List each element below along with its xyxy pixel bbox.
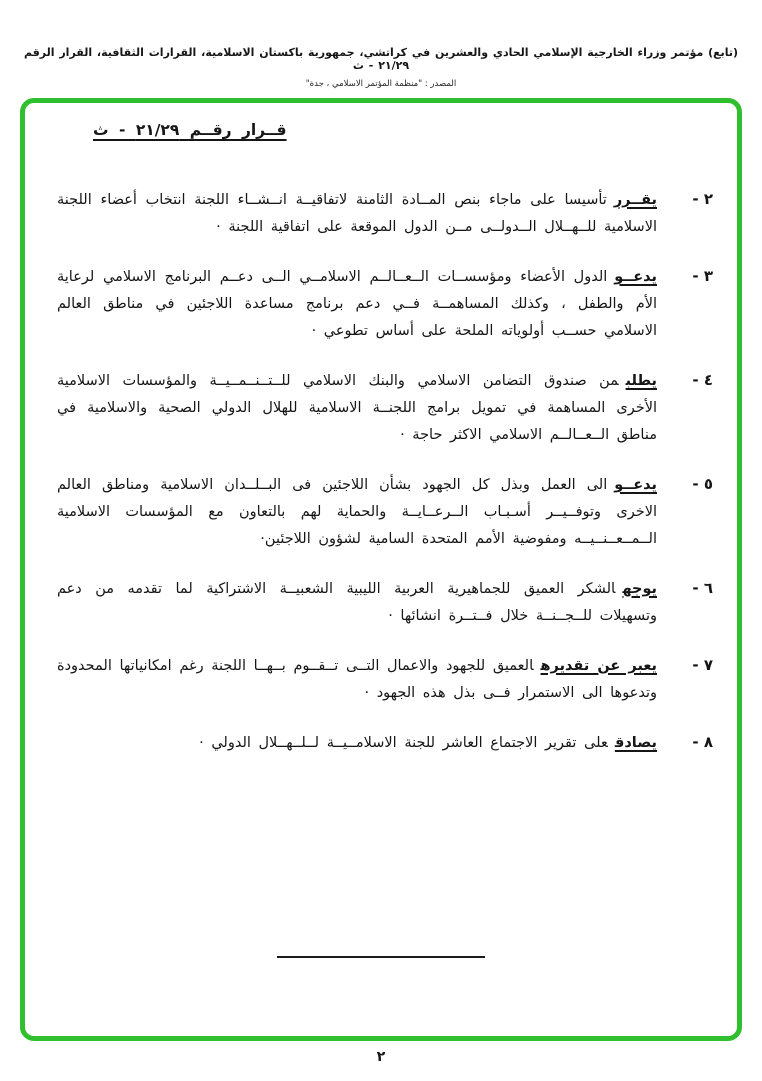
item-number: ٥ - xyxy=(692,474,713,493)
page-number: ٢ xyxy=(376,1049,386,1065)
item-text xyxy=(57,187,657,241)
item-lead-word: يوجه xyxy=(622,580,657,597)
separator-line xyxy=(277,956,485,958)
item-body: من صندوق التضامن الاسلامي والبنك الاسلامي للــتــنــمــيــة والمؤسسات الاسلامية الأخرى المساهمة في تمويل برامج اللجنــة الاسلامية للهلال الدولي الصحية والاسلامية في مناطق الــعــالــم الاسلامي الاكثر حاجة · xyxy=(57,372,657,443)
resolution-item xyxy=(57,472,713,553)
resolution-item xyxy=(57,368,713,449)
item-body: الدول الأعضاء ومؤسســات الــعــالــم الاسلامــي الــى دعــم البرنامج الاسلامي لرعاية الأم والطفل ، وكذلك المساهمــة فــي دعم برنامج مساعدة اللاجئين في مناطق العالم الاسلامي حســب أولوياته الملحة على أساس تطوعي · xyxy=(57,268,657,339)
resolution-item xyxy=(57,576,713,630)
item-body: الى العمل وبذل كل الجهود بشأن اللاجئين فى البــلــدان الاسلامية ومناطق العالم الاخرى وتوفــيــر أسـبـاب الــرعــايــة والحماية لهم بالتعاون مع المؤسسات الاسلامية الــمــعــنــيــه ومفوضية الأمم المتحدة السامية لشؤون اللاجئين· xyxy=(57,476,657,547)
item-number: ٣ - xyxy=(692,266,713,285)
item-number: ٧ - xyxy=(692,655,713,674)
item-lead-word: يعبر عن تقديره xyxy=(540,657,657,674)
header-citation: (تابع) مؤتمر وزراء الخارجية الإسلامي الحادي والعشرين في كراتشي، جمهورية باكستان الاسلامية، القرارات الثقافية، القرار الرقم ٢١/٢٩ - ث xyxy=(23,46,739,72)
item-number: ٨ - xyxy=(692,732,713,751)
item-lead-word: يقــرر xyxy=(613,192,657,208)
item-number: ٦ - xyxy=(692,578,713,597)
item-text xyxy=(57,576,657,630)
resolution-title: قــرار رقــم ٢١/٢٩ - ث xyxy=(93,121,287,139)
header-source: المصدر : "منظمة المؤتمر الاسلامي ، جدة" xyxy=(305,79,457,89)
resolution-item xyxy=(57,730,713,757)
item-text xyxy=(57,264,657,345)
resolution-item xyxy=(57,653,713,707)
item-number: ٤ - xyxy=(692,370,713,389)
item-text xyxy=(57,653,657,707)
item-lead-word: يطلب xyxy=(625,372,657,389)
resolution-item xyxy=(57,264,713,345)
content-frame xyxy=(20,98,742,1041)
item-text xyxy=(57,472,657,553)
item-body: على تقرير الاجتماع العاشر للجنة الاسلامــيــة لــلــهــلال الدولي · xyxy=(199,734,608,751)
item-number: ٢ - xyxy=(692,190,713,208)
item-text xyxy=(57,368,657,449)
item-lead-word: يدعــو xyxy=(614,476,657,493)
item-body: الشكر العميق للجماهيرية العربية الليبية الشعبيــة الاشتراكية لما تقدمه من دعم وتسهيلات للــجــنــة خلال فــتــرة انشائها · xyxy=(57,580,657,624)
item-text xyxy=(57,730,657,757)
document-header xyxy=(8,46,754,89)
item-lead-word: يصادق xyxy=(614,734,657,751)
item-body: العميق للجهود والاعمال التــى تــقــوم بــهــا اللجنة رغم امكانياتها المحدودة وتدعوها الى الاستمرار فــى بذل هذه الجهود · xyxy=(57,657,657,701)
item-lead-word: يدعــو xyxy=(614,268,657,285)
resolution-item xyxy=(57,187,713,241)
item-body: تأسيسا على ماجاء بنص المــادة الثامنة لاتفاقيــة انــشــاء اللجنة انتخاب أعضاء اللجنة الاسلامية للــهــلال الــدولــى مــن الدول الموقعة على اتفاقية اللجنة · xyxy=(57,192,657,235)
resolution-items xyxy=(57,187,713,780)
